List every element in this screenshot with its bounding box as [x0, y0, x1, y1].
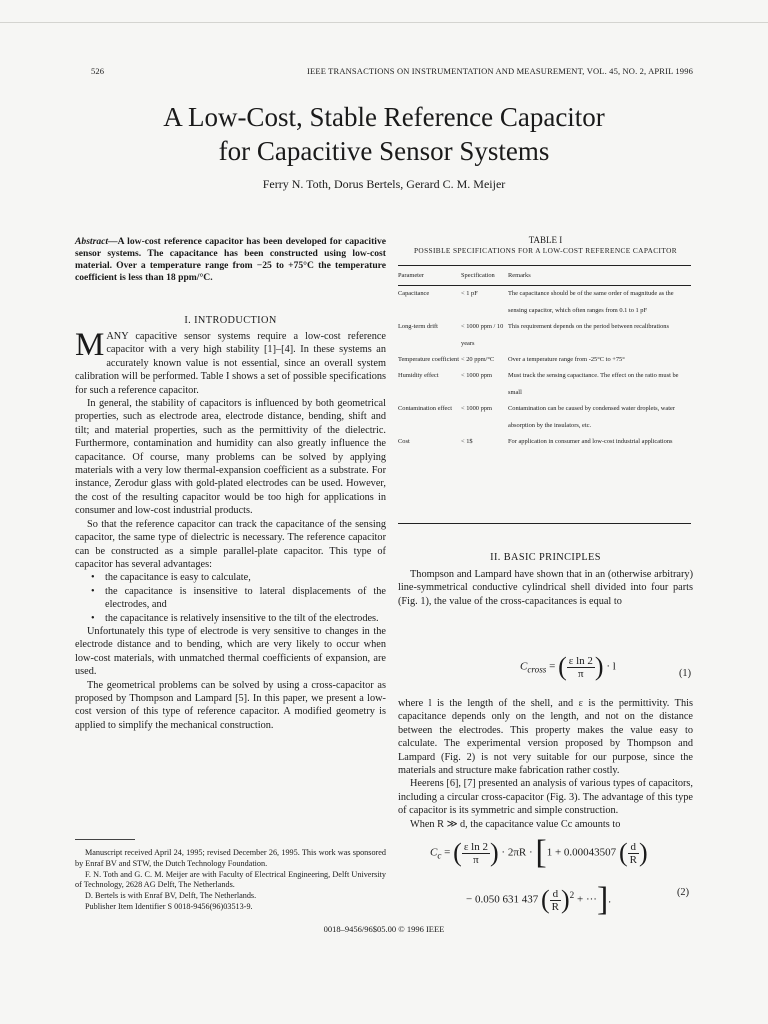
- paren-close: ): [638, 838, 648, 867]
- fraction-denominator: R: [551, 900, 559, 913]
- paragraph: When R ≫ d, the capacitance value Cc amounts to: [410, 818, 621, 830]
- table-cell: < 1000 ppm / 10 years: [461, 323, 504, 347]
- table-caption: POSSIBLE SPECIFICATIONS FOR A LOW-COST REFERENCE CAPACITOR: [413, 246, 678, 255]
- table-cell: Over a temperature range from -25°C to +75°: [508, 356, 625, 364]
- equation-2-line-1: $C_c$ = ( $\frac{\text{ε ln 2}}{\pi}$ ) · 2πR · [1 + 0.00043507 ( $\frac{d}{R}$ ): [430, 834, 648, 871]
- table-cell: Capacitance: [398, 290, 430, 298]
- column-header: Specification: [461, 272, 495, 279]
- paren-open: (: [540, 885, 550, 914]
- authors: Ferry N. Toth, Dorus Bertels, Gerard C. M. Meijer: [262, 177, 506, 191]
- table-cell: < 1000 ppm: [461, 372, 492, 380]
- paren-close: ): [490, 838, 499, 867]
- table-bottom-rule: [398, 523, 691, 524]
- equation-symbol: C: [430, 846, 438, 859]
- paren-open: (: [558, 652, 567, 681]
- equation-2-line-2: − 0.050 631 437 ( $\frac{d}{R}$ )$^2$ + ···].: [466, 881, 612, 918]
- paper-title: [0, 100, 768, 168]
- page-number: 526: [91, 66, 105, 76]
- table-cell: Contamination effect: [398, 405, 453, 413]
- bracket-close: ]: [596, 881, 609, 918]
- paren-close: ): [560, 885, 570, 914]
- paragraph: Heerens [6], [7] presented an analysis of various types of capacitors, including a circular cross-capacitor (Fig. 3). The advantage of this type of capacitor is its symmetric and simple construction.: [398, 778, 693, 817]
- intro-paragraph-3: So that the reference capacitor can track the capacitance of the sensing capacitor, the same type of dielectric is necessary. The reference capacitor can be constructed as a simple parallel-plate capacitor. This type of capacitor has several advantages:: [75, 518, 386, 570]
- list-item: • the capacitance is easy to calculate,: [105, 571, 386, 584]
- equation-term: 1 + 0.00043507: [546, 846, 617, 859]
- equation-tail: + ···: [576, 893, 597, 906]
- table-row: [398, 286, 691, 319]
- table-cell: Long-term drift: [398, 323, 438, 331]
- table-cell: Contamination can be caused by condensed water droplets, water absorption by the insulators, etc.: [508, 405, 675, 429]
- table-cell: < 1000 ppm: [461, 405, 492, 413]
- intro-paragraph-2: In general, the stability of capacitors is influenced by both geometrical properties, such as electrode area, electrode distance, bending, shift and tilt; and material properties, such as the permittivity of the dielectric. Furthermore, contamination and humidity can also greatly influence the capacitance. Of course, many problems can be solved by applying materials with a very low thermal-expansion coefficient as a substrate. For instance, Zerodur glass with gold-plated electrodes can be used. However, the cost of the resulting capacitor would be too high for applications in consumer and low-cost industrial products.: [75, 398, 386, 517]
- footnote: F. N. Toth and G. C. M. Meijer are with Faculty of Electrical Engineering, Delft University of Technology, 2628 AG Delft, The Netherlands.: [75, 869, 386, 890]
- list-item: • the capacitance is relatively insensitive to the tilt of the electrodes.: [105, 612, 386, 625]
- table-cell: The capacitance should be of the same order of magnitude as the sensing capacitor, which often ranges from 0.1 to 1 pF: [508, 290, 674, 314]
- basic-principles-paragraph-1: [398, 568, 693, 608]
- table-top-rule: [398, 265, 691, 266]
- introduction-body: [75, 327, 386, 732]
- intro-paragraph-1: MANY capacitive sensor systems require a low-cost reference capacitor with a very high stability [1]–[4]. In these systems an accurately known value is not essential, since an overall system calibration will be performed. Table I shows a set of possible specifications for such a reference capacitor.: [75, 327, 386, 396]
- intro-paragraph-5: The geometrical problems can be solved by using a cross-capacitor as proposed by Thompson and Lampard [5]. In this paper, we present a low-cost version of this type of reference capacitor. A modified geometry is applied to simplify the mechanical construction.: [75, 679, 386, 731]
- table-cell: Temperature coefficient: [398, 356, 459, 364]
- table-row: [398, 401, 691, 434]
- table-row: [398, 319, 691, 352]
- table-row: [398, 368, 691, 401]
- table-cell: < 1 pF: [461, 290, 478, 298]
- table-header-row: [398, 268, 691, 286]
- table-cell: Humidity effect: [398, 372, 439, 380]
- fraction: [628, 841, 639, 866]
- equation-symbol: C: [520, 660, 528, 673]
- column-header: Parameter: [398, 272, 424, 279]
- footnote: Manuscript received April 24, 1995; revised December 26, 1995. This work was sponsored by Enraf BV and STW, the Dutch Technology Foundation.: [75, 848, 386, 868]
- equation-number-1: (1): [679, 668, 692, 679]
- exponent: 2: [569, 889, 575, 900]
- table-row: [398, 352, 691, 368]
- abstract-label: Abstract—: [75, 236, 118, 247]
- table-cell: < 20 ppm/°C: [461, 356, 495, 364]
- fraction-numerator: d: [628, 841, 639, 854]
- fraction-numerator: ε ln 2: [568, 654, 593, 667]
- footnote: D. Bertels is with Enraf BV, Delft, The Netherlands.: [85, 891, 257, 901]
- fraction-denominator: π: [473, 853, 479, 866]
- top-edge-line: [0, 22, 768, 23]
- fraction: [550, 888, 561, 913]
- paren-open: (: [618, 838, 628, 867]
- footnote: Publisher Item Identifier S 0018-9456(96)03513-9.: [85, 901, 253, 911]
- section-heading-introduction: I. INTRODUCTION: [184, 315, 277, 326]
- equation-subscript: c: [437, 850, 442, 861]
- list-item: • the capacitance is insensitive to lateral displacements of the electrodes, and: [105, 585, 386, 612]
- paren-open: (: [453, 838, 462, 867]
- table-cell: Cost: [398, 438, 410, 446]
- table-row: [398, 434, 691, 450]
- drop-cap: M: [75, 327, 105, 363]
- footnote-rule: [75, 839, 135, 840]
- fraction-numerator: ε ln 2: [463, 840, 488, 853]
- table-cell: Must track the sensing capacitance. The effect on the ratio must be small: [508, 372, 679, 396]
- table-cell: For application in consumer and low-cost industrial applications: [508, 438, 673, 446]
- bracket-open: [: [535, 834, 547, 871]
- equation-middle: · 2πR ·: [501, 846, 533, 859]
- equation-subscript: cross: [527, 664, 547, 675]
- paragraph: where l is the length of the shell, and ε is the permittivity. This capacitance depends only on the length, and not on the distance between the electrodes. This property makes the value easy to calculate. The experimental version proposed by Thompson and Lampard (Fig. 2) is not very suitable for our purpose, since the materials and structure make fabrication rather costly.: [398, 698, 693, 777]
- advantages-list: [75, 571, 386, 625]
- fraction-numerator: d: [550, 888, 561, 901]
- abstract: [75, 236, 386, 284]
- equation-number-2: (2): [677, 887, 690, 898]
- equation-term: − 0.050 631 437: [466, 893, 539, 906]
- fraction-denominator: π: [578, 667, 584, 680]
- copyright-footer: 0018–9456/96$05.00 © 1996 IEEE: [323, 924, 445, 934]
- table-cell: < 1$: [461, 438, 473, 446]
- fraction-denominator: R: [629, 853, 637, 866]
- table-cell: This requirement depends on the period between recalibrations: [508, 323, 669, 331]
- paren-close: ): [594, 652, 604, 681]
- title-line-2: for Capacitive Sensor Systems: [218, 136, 550, 166]
- title-line-1: A Low-Cost, Stable Reference Capacitor: [163, 102, 605, 132]
- journal-header: IEEE TRANSACTIONS ON INSTRUMENTATION AND MEASUREMENT, VOL. 45, NO. 2, APRIL 1996: [307, 66, 693, 76]
- fraction: [567, 655, 595, 680]
- equation-1: $C_{cross}$ = ( $\frac{\text{ε ln 2}}{\pi}$ ) · l: [520, 652, 616, 681]
- section-heading-basic-principles: II. BASIC PRINCIPLES: [490, 552, 601, 563]
- table-label: TABLE I: [528, 235, 563, 245]
- intro-paragraph-4: Unfortunately this type of electrode is very sensitive to changes in the electrode distance and to bending, which are very likely to occur when low-cost materials, with unmatched thermal coefficients of expansion, are used.: [75, 625, 386, 678]
- footnotes: [75, 848, 386, 913]
- column-header: Remarks: [508, 272, 531, 279]
- paragraph: Thompson and Lampard have shown that in an (otherwise arbitrary) line-symmetrical conductive cylindrical shell divided into four parts (Fig. 1), the value of the cross-capacitances is equal to: [398, 569, 693, 607]
- basic-principles-paragraphs: [398, 697, 693, 831]
- specifications-table: [398, 268, 691, 450]
- equation-tail: · l: [606, 660, 616, 673]
- abstract-text: A low-cost reference capacitor has been developed for capacitive sensor systems. The capacitance has been constructed using low-cost material. Over a temperature range from −25 to +75°C the temperature coefficient is less than 18 ppm/°C.: [75, 236, 386, 283]
- fraction: [462, 841, 490, 866]
